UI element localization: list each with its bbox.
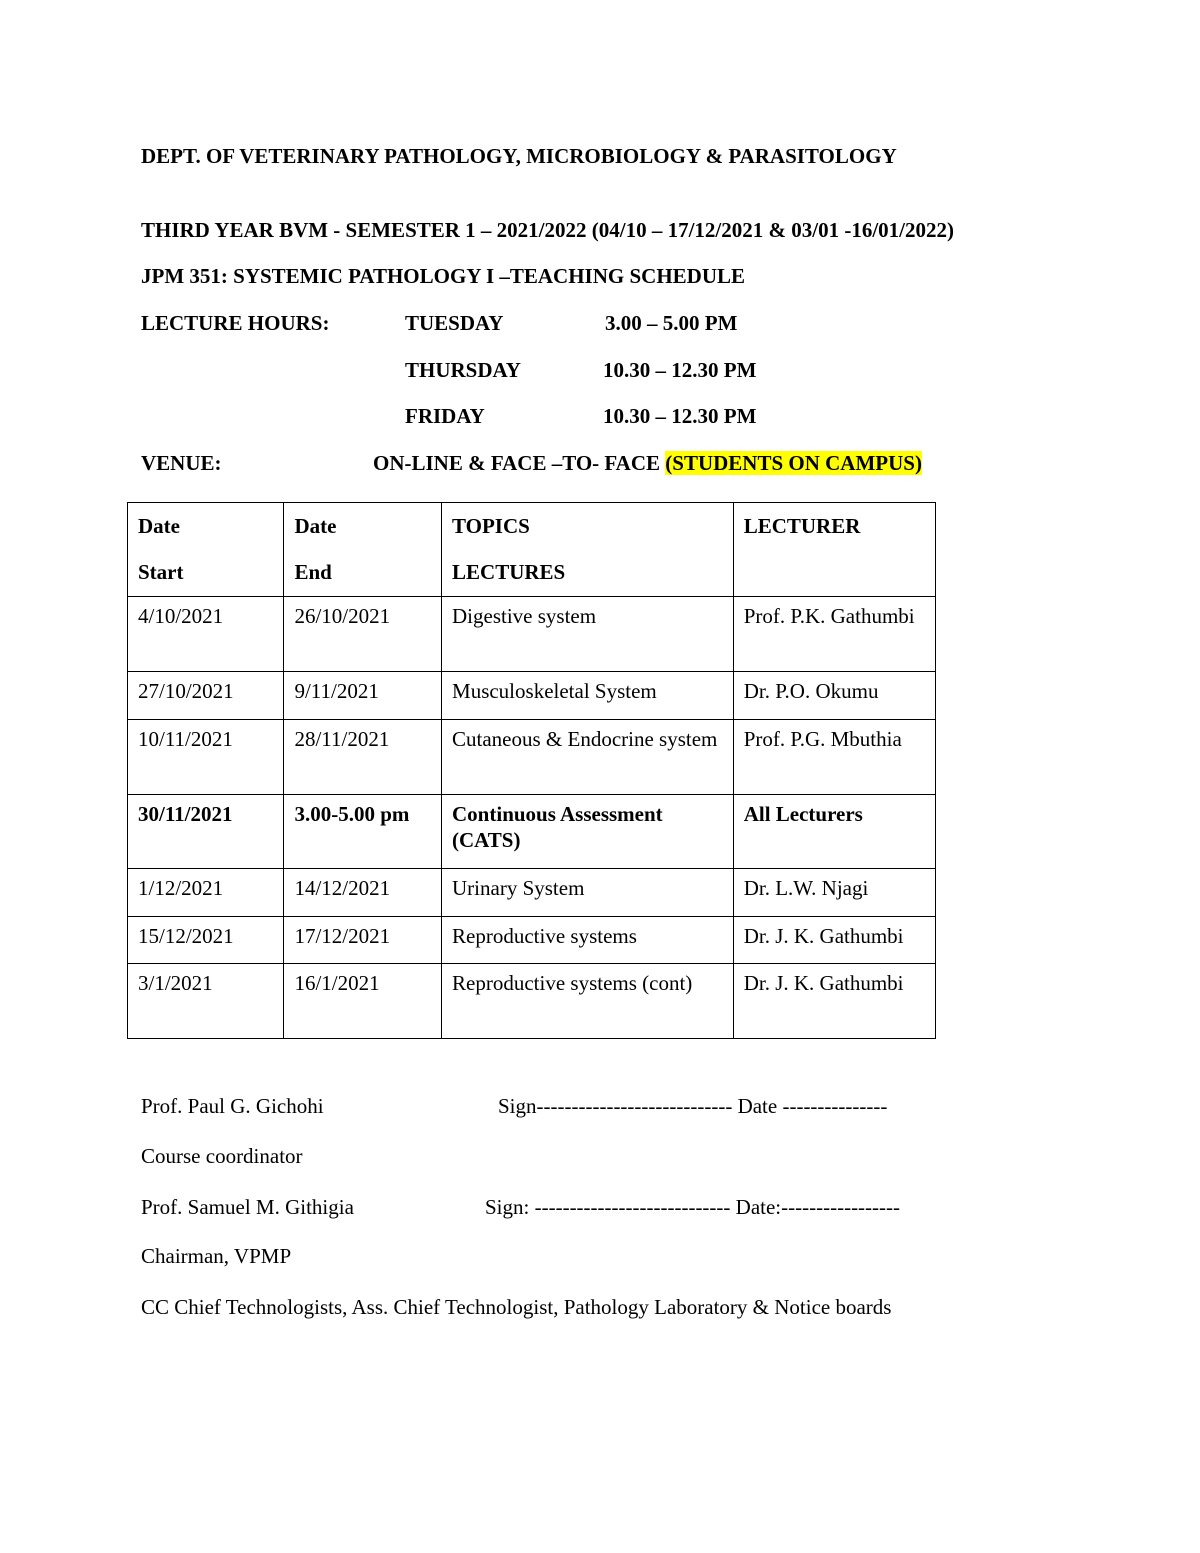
cell-start: 10/11/2021 [128, 720, 284, 795]
cell-end: 9/11/2021 [284, 672, 442, 720]
lecture-day: FRIDAY [405, 404, 485, 428]
course-title: JPM 351: SYSTEMIC PATHOLOGY I –TEACHING SCHEDULE [141, 264, 746, 288]
cell-end: 3.00-5.00 pm [284, 795, 442, 869]
lecture-hours-label: LECTURE HOURS: [141, 311, 330, 335]
cell-lecturer: Dr. J. K. Gathumbi [733, 964, 935, 1039]
lecture-day: TUESDAY [405, 311, 504, 335]
table-row [128, 964, 936, 1039]
cell-end: 26/10/2021 [284, 597, 442, 672]
schedule-table [127, 502, 936, 1039]
table-row [128, 672, 936, 720]
header-date-end: Date End [284, 503, 442, 597]
cell-start: 15/12/2021 [128, 917, 284, 964]
cell-lecturer: Dr. L.W. Njagi [733, 869, 935, 917]
cell-lecturer: All Lecturers [733, 795, 935, 869]
table-row [128, 597, 936, 672]
coordinator-name: Prof. Paul G. Gichohi [141, 1094, 324, 1118]
cell-start: 4/10/2021 [128, 597, 284, 672]
lecture-time: 10.30 – 12.30 PM [603, 358, 757, 382]
cell-topic: Musculoskeletal System [442, 672, 734, 720]
cell-lecturer: Dr. J. K. Gathumbi [733, 917, 935, 964]
header-lecturer: LECTURER [733, 503, 935, 597]
table-row [128, 720, 936, 795]
lecture-time: 3.00 – 5.00 PM [605, 311, 738, 335]
venue-label: VENUE: [141, 451, 222, 475]
cell-start: 3/1/2021 [128, 964, 284, 1039]
cell-topic: Reproductive systems (cont) [442, 964, 734, 1039]
department-title: DEPT. OF VETERINARY PATHOLOGY, MICROBIOLOGY & PARASITOLOGY [141, 144, 897, 168]
lecture-time: 10.30 – 12.30 PM [603, 404, 757, 428]
cell-lecturer: Prof. P.G. Mbuthia [733, 720, 935, 795]
cell-topic: Reproductive systems [442, 917, 734, 964]
cell-topic: Cutaneous & Endocrine system [442, 720, 734, 795]
cell-topic: Digestive system [442, 597, 734, 672]
table-row [128, 917, 936, 964]
cc-line: CC Chief Technologists, Ass. Chief Technologist, Pathology Laboratory & Notice boards [141, 1295, 892, 1319]
table-header-row [128, 503, 936, 597]
semester-line: THIRD YEAR BVM - SEMESTER 1 – 2021/2022 (04/10 – 17/12/2021 & 03/01 -16/01/2022) [141, 218, 954, 242]
cell-end: 14/12/2021 [284, 869, 442, 917]
coordinator-title: Course coordinator [141, 1144, 303, 1168]
cell-start: 30/11/2021 [128, 795, 284, 869]
chairman-title: Chairman, VPMP [141, 1244, 292, 1268]
header-topics: TOPICS LECTURES [442, 503, 734, 597]
header-date-start: Date Start [128, 503, 284, 597]
cell-end: 28/11/2021 [284, 720, 442, 795]
lecture-day: THURSDAY [405, 358, 521, 382]
chairman-name: Prof. Samuel M. Githigia [141, 1195, 354, 1219]
cell-lecturer: Dr. P.O. Okumu [733, 672, 935, 720]
cell-start: 1/12/2021 [128, 869, 284, 917]
venue-mode: ON-LINE & FACE –TO- FACE [373, 451, 661, 475]
cell-end: 17/12/2021 [284, 917, 442, 964]
table-row [128, 795, 936, 869]
venue-highlight: (STUDENTS ON CAMPUS) [665, 451, 922, 475]
coordinator-sign-line: Sign---------------------------- Date --------------- [498, 1094, 888, 1118]
cell-start: 27/10/2021 [128, 672, 284, 720]
venue-text [373, 453, 922, 474]
cell-topic: Continuous Assessment (CATS) [442, 795, 734, 869]
chairman-sign-line: Sign: ---------------------------- Date:----------------- [485, 1195, 901, 1219]
cell-end: 16/1/2021 [284, 964, 442, 1039]
cell-lecturer: Prof. P.K. Gathumbi [733, 597, 935, 672]
cell-topic: Urinary System [442, 869, 734, 917]
table-row [128, 869, 936, 917]
